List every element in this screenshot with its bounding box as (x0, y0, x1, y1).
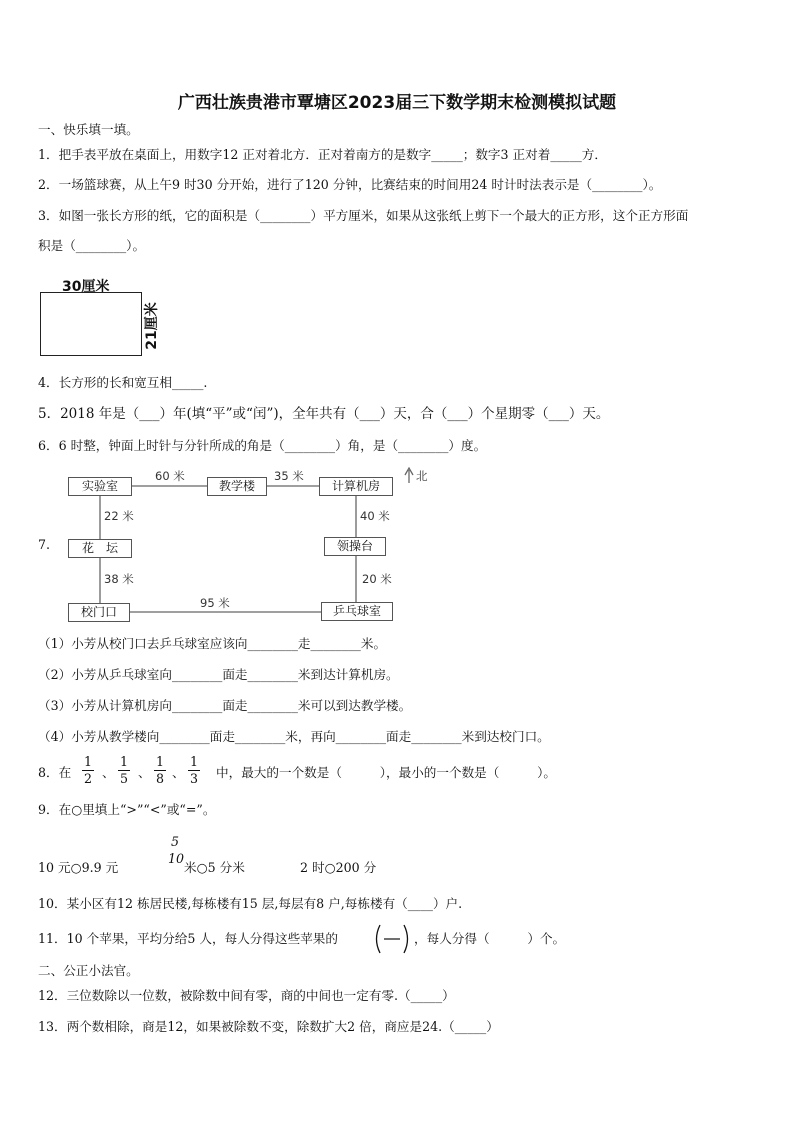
distance-teaching-computer: 35 米 (274, 469, 304, 483)
place-garden: 花 坛 (68, 539, 132, 558)
question-1: 1．把手表平放在桌面上，用数字12 正对着北方．正对着南方的是数字_____；数字3 正对着_____方． (38, 147, 607, 162)
compare-item-c: 2 时○200 分 (300, 860, 377, 875)
distance-lab-teaching: 60 米 (155, 469, 185, 483)
question-7-3: （3）小芳从计算机房向________面走________米可以到达教学楼。 (38, 698, 412, 713)
question-6: 6．6 时整，钟面上时针与分针所成的角是（________）角，是（________）度。 (38, 438, 487, 453)
question-8-suffix: 中，最大的一个数是（ ），最小的一个数是（ ）。 (216, 765, 557, 780)
section-heading-1: 一、快乐填一填。 (38, 122, 139, 137)
fraction-3 (154, 755, 166, 786)
place-podium: 领操台 (324, 537, 386, 556)
question-5: 5．2018 年是（___）年(填“平”或“闰”)，全年共有（___）天，合（___）个星期零（___）天。 (38, 406, 610, 422)
question-9: 9．在○里填上“>”“<”或“=”。 (38, 802, 216, 817)
question-12: 12．三位数除以一位数，被除数中间有零，商的中间也一定有零.（_____） (38, 988, 455, 1003)
separator: 、 (102, 765, 115, 780)
fraction-3-denominator: 8 (155, 771, 164, 786)
fraction-2 (118, 755, 130, 786)
place-lab: 实验室 (68, 477, 132, 496)
rectangle-length-label: 30厘米 (62, 279, 110, 295)
distance-computer-podium: 40 米 (360, 509, 390, 523)
fraction-1-denominator: 2 (83, 771, 92, 786)
question-7-number: 7. (38, 537, 51, 552)
place-pingpong-room: 乒乓球室 (321, 602, 393, 621)
distance-podium-pingpong: 20 米 (362, 572, 392, 586)
compare-item-b-rest: 米○5 分米 (184, 860, 245, 875)
question-10: 10．某小区有12 栋居民楼,每栋楼有15 层,每层有8 户,每栋楼有（____）户. (38, 896, 463, 911)
fraction-4-numerator: 1 (189, 754, 198, 769)
distance-gate-pingpong: 95 米 (200, 596, 230, 610)
separator: 、 (172, 765, 185, 780)
fraction-4-denominator: 3 (189, 771, 198, 786)
compare-item-a: 10 元○9.9 元 (38, 860, 119, 875)
question-7-1: （1）小芳从校门口去乒乓球室应该向________走________米。 (38, 636, 387, 651)
question-4: 4．长方形的长和宽互相_____. (38, 375, 208, 390)
question-3-line-1: 3．如图一张长方形的纸，它的面积是（________）平方厘米，如果从这张纸上剪下一个最大的正方形，这个正方形面 (38, 208, 689, 223)
question-11-suffix: ，每人分得（ ）个。 (414, 931, 566, 946)
fraction-2-denominator: 5 (119, 771, 128, 786)
compare-item-b-fraction (168, 834, 185, 866)
fraction-denominator: 10 (168, 851, 185, 866)
question-3-line-2: 积是（________）。 (38, 238, 146, 253)
fraction-2-numerator: 1 (119, 754, 128, 769)
place-school-gate: 校门口 (68, 603, 130, 622)
fraction-numerator: 5 (170, 834, 179, 849)
fraction-1 (82, 755, 94, 786)
question-8-prefix: 8．在 (38, 765, 72, 780)
rectangle-width-label: 21厘米 (144, 302, 160, 350)
fraction-3-numerator: 1 (155, 754, 164, 769)
question-7-2: （2）小芳从乒乓球室向________面走________米到达计算机房。 (38, 667, 399, 682)
north-label: 北 (416, 469, 428, 483)
question-7-4: （4）小芳从教学楼向________面走________米，再向________面走________米到达校门口。 (38, 729, 550, 744)
place-teaching-building: 教学楼 (207, 477, 267, 496)
question-2: 2．一场篮球赛，从上午9 时30 分开始，进行了120 分钟，比赛结束的时间用24 时计时法表示是（________）。 (38, 177, 662, 192)
place-computer-room: 计算机房 (319, 477, 393, 496)
fraction-1-numerator: 1 (83, 754, 92, 769)
distance-garden-gate: 38 米 (104, 572, 134, 586)
question-13: 13．两个数相除，商是12，如果被除数不变，除数扩大2 倍，商应是24.（_____） (38, 1019, 499, 1034)
blank-fraction (372, 922, 412, 956)
distance-lab-garden: 22 米 (104, 509, 134, 523)
page-title: 广西壮族贵港市覃塘区2023届三下数学期末检测模拟试题 (177, 93, 617, 113)
fraction-4 (188, 755, 200, 786)
separator: 、 (138, 765, 151, 780)
section-heading-2: 二、公正小法官。 (38, 963, 139, 978)
question-11-prefix: 11．10 个苹果，平均分给5 人，每人分得这些苹果的 (38, 931, 338, 946)
